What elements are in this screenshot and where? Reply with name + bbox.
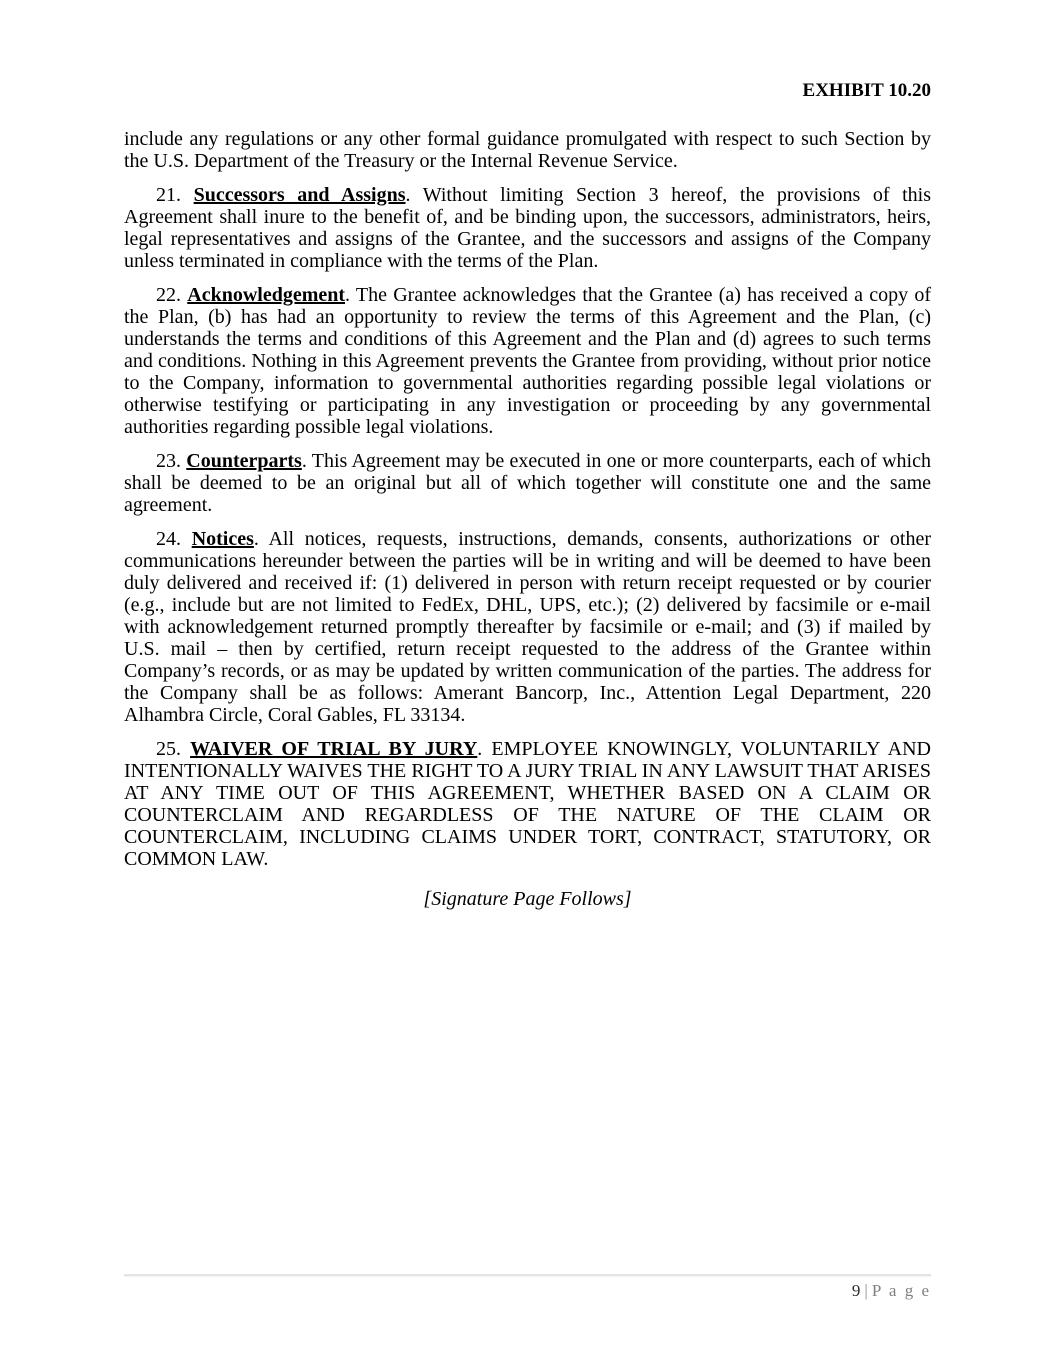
section-number: 21. <box>156 184 181 206</box>
paragraph-continuation: include any regulations or any other formal guidance promulgated with respect to such Section by the U.S. Department of the Treasury or the Internal Revenue Service. <box>124 128 931 172</box>
section-body: . Without limiting Section 3 hereof, the provisions of this Agreement shall inure to the benefit of, and be binding upon, the successors, administrators, heirs, legal representatives and assigns of the Grantee, and the successors and assigns of the Company unless terminated in compliance with the terms of the Plan. <box>124 184 932 272</box>
footer-divider <box>124 1274 931 1277</box>
signature-page-note: [Signature Page Follows] <box>423 888 632 910</box>
section-22-acknowledgement <box>124 284 931 438</box>
page-number-separator: | <box>864 1281 868 1300</box>
section-number: 24. <box>156 528 181 550</box>
exhibit-label: EXHIBIT 10.20 <box>802 80 931 101</box>
section-body: . All notices, requests, instructions, demands, consents, authorizations or other communications hereunder between the parties will be in writing and will be deemed to have been duly delivered and received if: (1) delivered in person with return receipt requested or by courier (e.g., include but are not limited to FedEx, DHL, UPS, etc.); (2) delivered by facsimile or e-mail with acknowledgement returned promptly thereafter by facsimile or e-mail; and (3) if mailed by U.S. mail – then by certified, return receipt requested to the address of the Grantee within Company’s records, or as may be updated by written communication of the parties. The address for the Company shall be as follows: Amerant Bancorp, Inc., Attention Legal Department, 220 Alhambra Circle, Coral Gables, FL 33134. <box>124 528 932 726</box>
section-title: WAIVER OF TRIAL BY JURY <box>190 738 478 760</box>
section-body: . This Agreement may be executed in one or more counterparts, each of which shall be deemed to be an original but all of which together will constitute one and the same agreement. <box>124 450 931 516</box>
section-title: Counterparts <box>186 450 302 472</box>
section-24-notices <box>124 528 931 726</box>
section-body: . The Grantee acknowledges that the Grantee (a) has received a copy of the Plan, (b) has had an opportunity to review the terms of this Agreement and the Plan, (c) understands the terms and conditions of this Agreement and the Plan and (d) agrees to such terms and conditions. Nothing in this Agreement prevents the Grantee from providing, without prior notice to the Company, information to governmental authorities regarding possible legal violations or otherwise testifying or participating in any investigation or proceeding by any governmental authorities regarding possible legal violations. <box>124 284 931 438</box>
section-number: 23. <box>156 450 181 472</box>
page-label: P a g e <box>871 1281 931 1300</box>
section-title: Successors and Assigns <box>193 184 406 206</box>
section-title: Acknowledgement <box>187 284 346 306</box>
section-23-counterparts <box>124 450 931 516</box>
page-number: 9 <box>851 1281 861 1300</box>
section-25-waiver-of-trial-by-jury <box>124 738 931 870</box>
section-number: 22. <box>156 284 181 306</box>
section-title: Notices <box>191 528 254 550</box>
section-21-successors-and-assigns <box>124 184 931 272</box>
page-footer <box>124 1274 931 1301</box>
page-number-line <box>124 1281 931 1301</box>
section-number: 25. <box>156 738 181 760</box>
section-body: . EMPLOYEE KNOWINGLY, VOLUNTARILY AND INTENTIONALLY WAIVES THE RIGHT TO A JURY TRIAL IN ANY LAWSUIT THAT ARISES AT ANY TIME OUT OF THIS AGREEMENT, WHETHER BASED ON A CLAIM OR COUNTERCLAIM AND REGARDLESS OF THE NATURE OF THE CLAIM OR COUNTERCLAIM, INCLUDING CLAIMS UNDER TORT, CONTRACT, STATUTORY, OR COMMON LAW. <box>124 738 931 870</box>
